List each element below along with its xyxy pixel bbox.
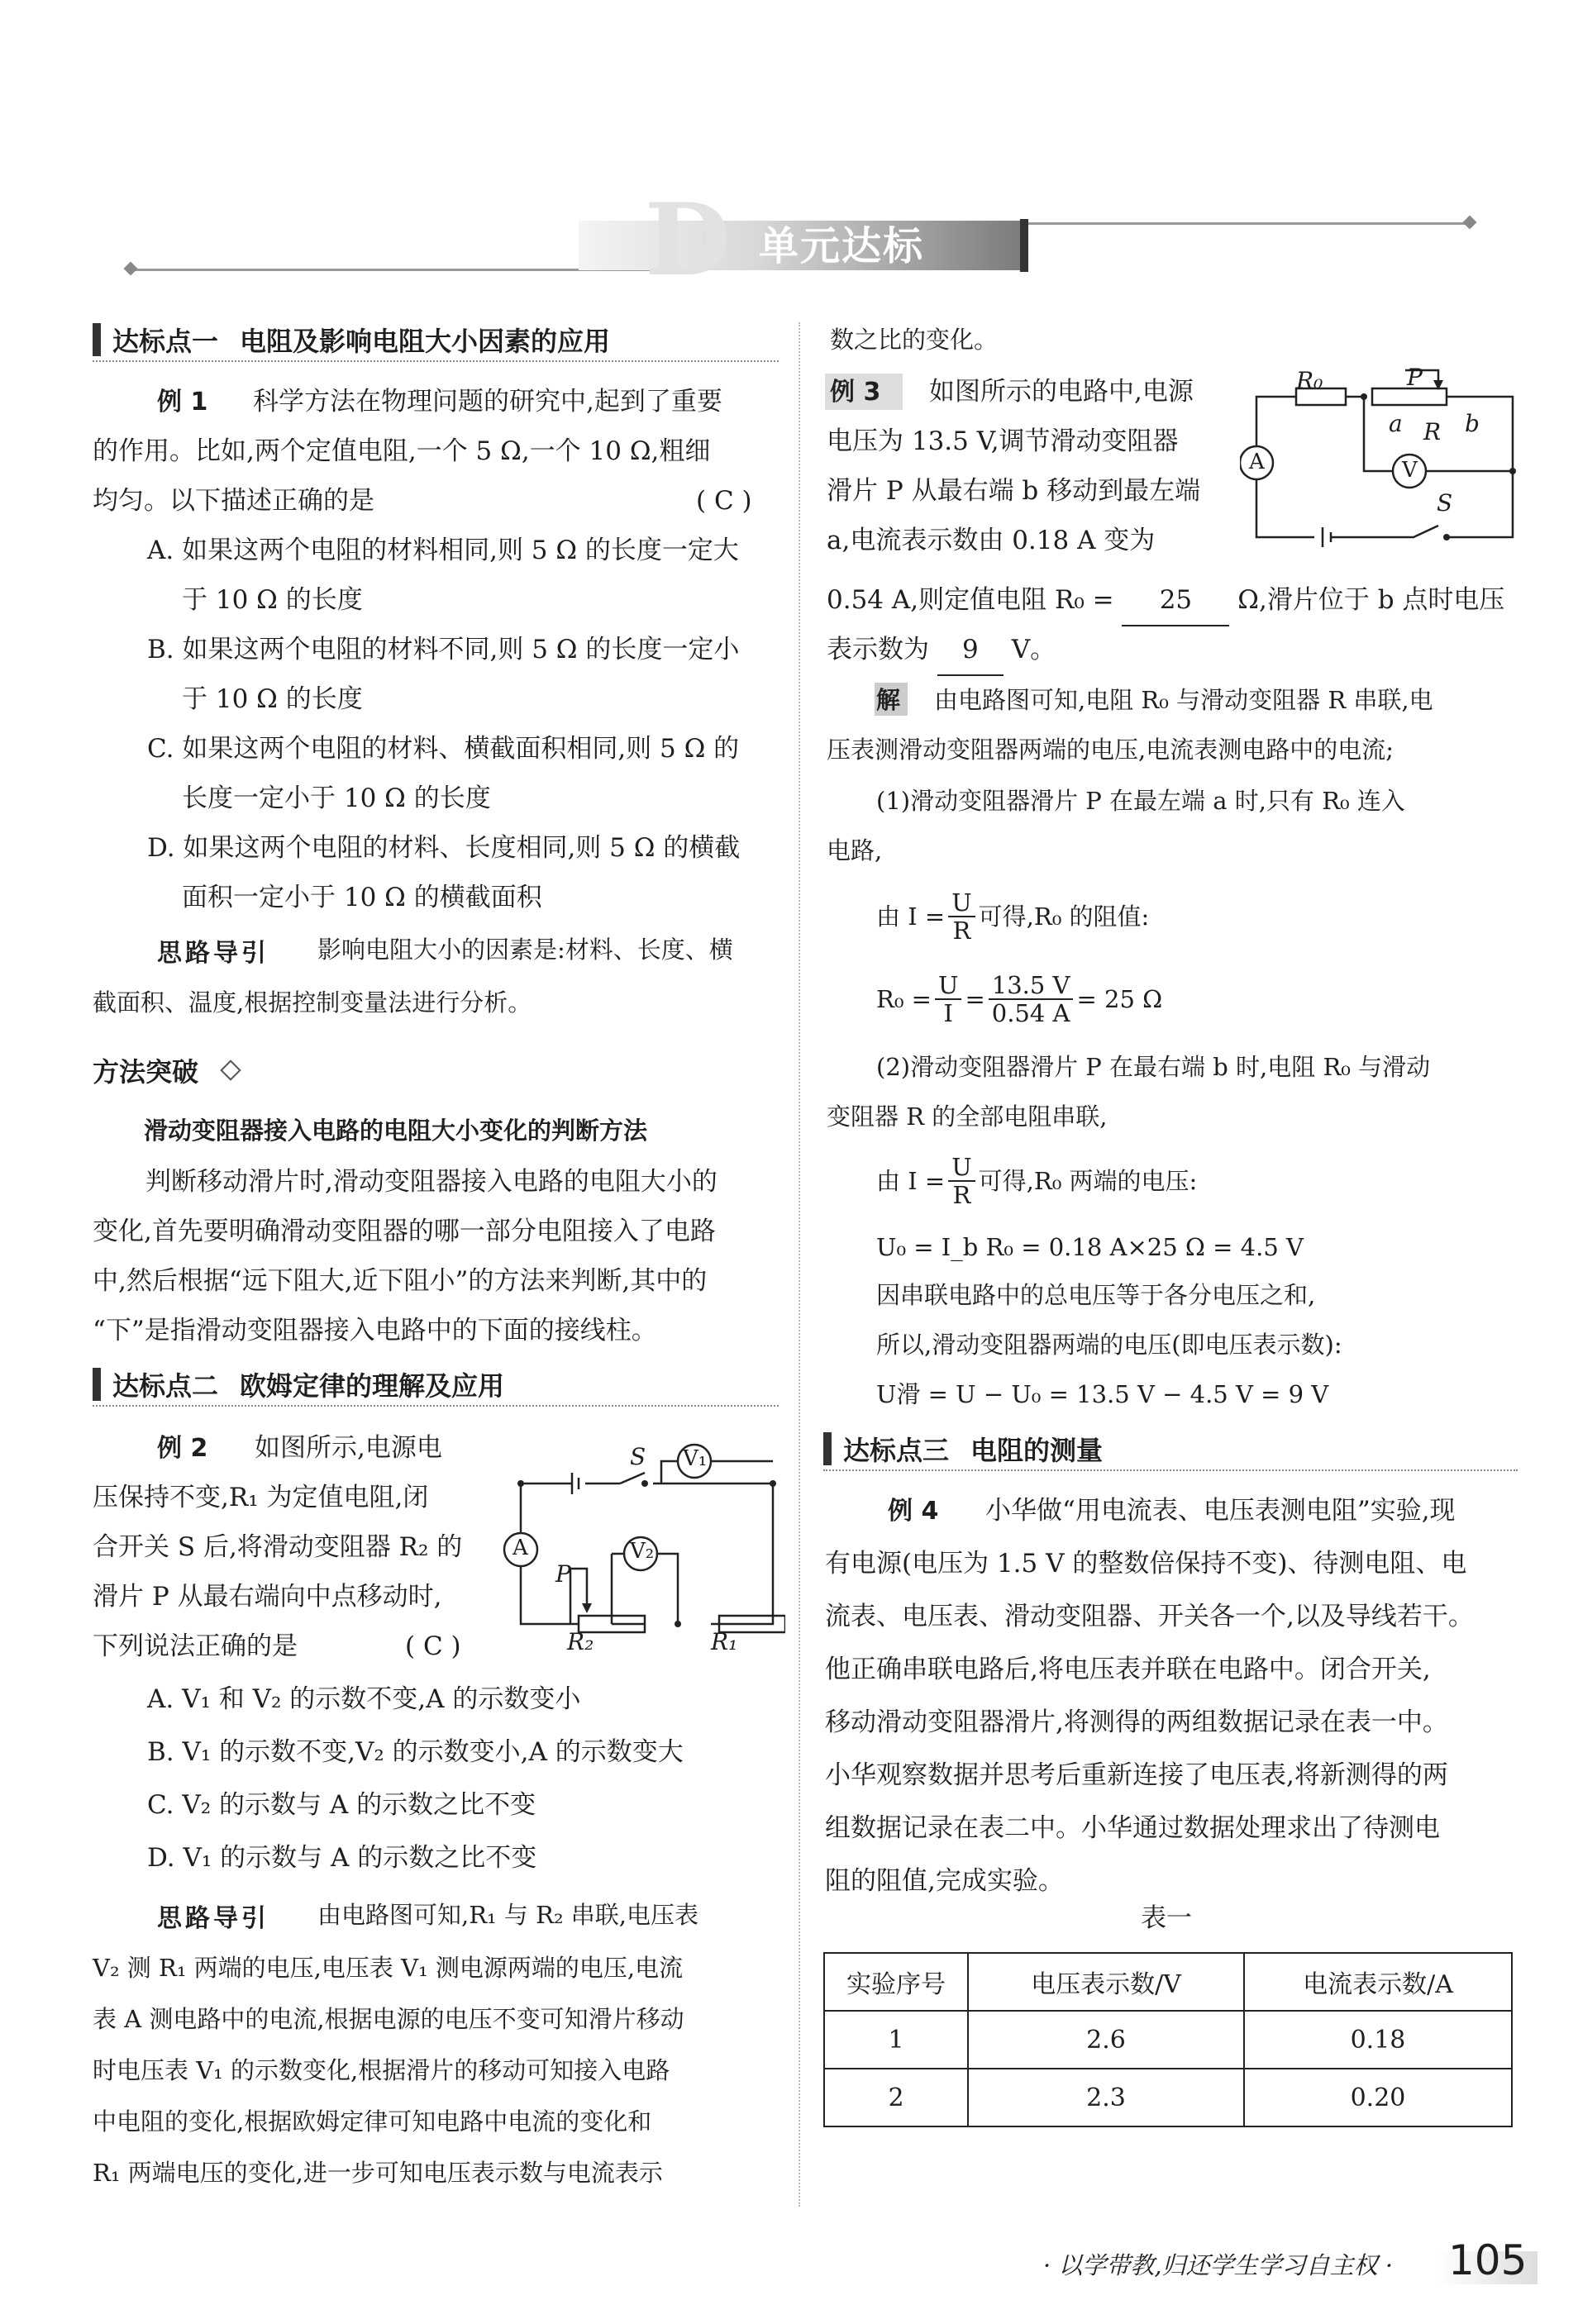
- ex2-stem: 压保持不变,R₁ 为定值电阻,闭: [93, 1483, 429, 1512]
- table-header: 电压表示数/V: [968, 1953, 1244, 2011]
- section-heading-3: [823, 1428, 1518, 1471]
- ex1-stem: 均匀。以下描述正确的是: [93, 486, 374, 516]
- header-letter: D: [645, 182, 732, 298]
- section-tag: 达标点三: [843, 1435, 950, 1466]
- table-row: [824, 2069, 1512, 2126]
- ex2-stem: 下列说法正确的是: [93, 1631, 298, 1661]
- header-title: 单元达标: [759, 223, 925, 269]
- table-cell: 1: [824, 2011, 968, 2069]
- guide-text: V₂ 测 R₁ 两端的电压,电压表 V₁ 测电源两端的电压,电流: [93, 1954, 684, 1982]
- option-b: 于 10 Ω 的长度: [182, 684, 363, 714]
- option-b: B. V₁ 的示数不变,V₂ 的示数变小,A 的示数变大: [147, 1737, 684, 1767]
- option-a: A. 如果这两个电阻的材料相同,则 5 Ω 的长度一定大: [147, 536, 739, 565]
- label-p: P: [555, 1560, 571, 1588]
- solution-text: 变阻器 R 的全部电阻串联,: [827, 1102, 1108, 1131]
- label-b-end: b: [1465, 410, 1480, 437]
- method-text: 中,然后根据“远下阻大,近下阻小”的方法来判断,其中的: [93, 1266, 708, 1296]
- ex3-stem: 电压为 13.5 V,调节滑动变阻器: [827, 426, 1179, 456]
- ex4-stem: 阻的阻值,完成实验。: [825, 1866, 1064, 1896]
- option-d: D. 如果这两个电阻的材料、长度相同,则 5 Ω 的横截: [147, 833, 741, 863]
- ex4-stem: 有电源(电压为 1.5 V 的整数倍保持不变)、待测电阻、电: [825, 1549, 1467, 1579]
- page-number: 105: [1448, 2236, 1528, 2284]
- table-title: 表一: [1141, 1903, 1192, 1933]
- label-r1: R₁: [711, 1628, 738, 1655]
- answer: ( C ): [696, 486, 752, 516]
- guide-label: 思路导引: [157, 1904, 269, 1933]
- method-title: 滑动变阻器接入电路的电阻大小变化的判断方法: [144, 1117, 648, 1145]
- guide-text: 截面积、温度,根据控制变量法进行分析。: [93, 988, 532, 1017]
- label-s: S: [630, 1443, 646, 1470]
- section-title: 电阻的测量: [970, 1435, 1104, 1466]
- diamond-icon: [1463, 216, 1477, 230]
- formula-ohm: 由 I = $\frac{U}{R}$ 可得,R₀ 两端的电压:: [876, 1153, 1198, 1209]
- ex3-stem: 如图所示的电路中,电源: [929, 377, 1194, 407]
- option-a: A. V₁ 和 V₂ 的示数不变,A 的示数变小: [147, 1684, 581, 1714]
- circuit-diagram-3: [1240, 364, 1521, 554]
- table-cell: 2: [824, 2069, 968, 2126]
- table-cell: 0.20: [1244, 2069, 1512, 2126]
- label-voltmeter: V: [1402, 458, 1418, 483]
- ex3-stem: 表示数为 9 V。: [827, 625, 1056, 676]
- ex3-stem: 滑片 P 从最右端 b 移动到最左端: [827, 476, 1201, 506]
- section-bar: [823, 1432, 832, 1465]
- diamond-icon: [220, 1060, 241, 1080]
- section-bar: [93, 1368, 101, 1401]
- label-v2: V₂: [630, 1539, 655, 1564]
- table-header: 电流表示数/A: [1244, 1953, 1512, 2011]
- header-rule-right: [1025, 222, 1471, 225]
- continuation-text: 数之比的变化。: [830, 326, 999, 354]
- solution-text: 所以,滑动变阻器两端的电压(即电压表示数):: [876, 1331, 1342, 1359]
- option-b: B. 如果这两个电阻的材料不同,则 5 Ω 的长度一定小: [147, 635, 740, 664]
- method-text: 变化,首先要明确滑动变阻器的哪一部分电阻接入了电路: [93, 1217, 716, 1246]
- option-a: 于 10 Ω 的长度: [182, 585, 363, 615]
- ex1-stem: 科学方法在物理问题的研究中,起到了重要: [253, 387, 722, 417]
- solution-text: 电路,: [827, 836, 883, 864]
- fraction: $\frac{U}{R}$: [948, 889, 975, 944]
- label-ammeter: A: [1249, 450, 1265, 474]
- method-label: 方法突破: [93, 1056, 199, 1088]
- guide-text: 由电路图可知,R₁ 与 R₂ 串联,电压表: [317, 1901, 699, 1929]
- method-text: 判断移动滑片时,滑动变阻器接入电路的电阻大小的: [145, 1167, 717, 1197]
- table-cell: 2.6: [968, 2011, 1244, 2069]
- table-header: 实验序号: [824, 1953, 968, 2011]
- formula-r0: R₀ = $\frac{U}{I}$ = $\frac{13.5 V}{0.54 A}$ = 25 Ω: [876, 971, 1163, 1027]
- footer-slogan: · 以学带教,归还学生学习自主权 ·: [1043, 2251, 1394, 2279]
- option-d: D. V₁ 的示数与 A 的示数之比不变: [147, 1843, 537, 1873]
- table-cell: 0.18: [1244, 2011, 1512, 2069]
- label-r0: R₀: [1296, 367, 1323, 394]
- example-label: 例 4: [888, 1497, 939, 1526]
- solution-text: (2)滑动变阻器滑片 P 在最右端 b 时,电阻 R₀ 与滑动: [876, 1053, 1431, 1081]
- column-divider: [799, 322, 800, 2207]
- option-d: 面积一定小于 10 Ω 的横截面积: [182, 883, 542, 912]
- section-tag: 达标点一: [112, 326, 219, 357]
- ex1-stem: 的作用。比如,两个定值电阻,一个 5 Ω,一个 10 Ω,粗细: [93, 436, 711, 466]
- label-r: R: [1423, 418, 1442, 445]
- ex3-stem: 0.54 A,则定值电阻 R₀ = 25 Ω,滑片位于 b 点时电压: [827, 575, 1504, 626]
- table-header-row: [824, 1953, 1512, 2011]
- solution-text: (1)滑动变阻器滑片 P 在最左端 a 时,只有 R₀ 连入: [876, 787, 1405, 815]
- data-table-1: [823, 1952, 1513, 2127]
- solution-text: 因串联电路中的总电压等于各分电压之和,: [876, 1281, 1316, 1309]
- guide-text: 时电压表 V₁ 的示数变化,根据滑片的移动可知接入电路: [93, 2056, 670, 2084]
- ex2-stem: 合开关 S 后,将滑动变阻器 R₂ 的: [93, 1532, 463, 1562]
- table-row: [824, 2011, 1512, 2069]
- ex4-stem: 移动滑动变阻器滑片,将测得的两组数据记录在表一中。: [825, 1707, 1448, 1737]
- guide-text: 表 A 测电路中的电流,根据电源的电压不变可知滑片移动: [93, 2005, 684, 2033]
- option-c: 长度一定小于 10 Ω 的长度: [182, 783, 491, 813]
- option-c: C. V₂ 的示数与 A 的示数之比不变: [147, 1790, 536, 1820]
- label-a-end: a: [1389, 410, 1403, 437]
- diamond-icon: [124, 262, 138, 276]
- fraction: $\frac{U}{I}$: [935, 972, 961, 1026]
- example-label: 例 2: [157, 1434, 208, 1463]
- answer: ( C ): [405, 1631, 461, 1661]
- guide-text: 中电阻的变化,根据欧姆定律可知电路中电流的变化和: [93, 2107, 652, 2136]
- answer-blank-2: 9: [937, 625, 1004, 676]
- formula-ohm: 由 I = $\frac{U}{R}$ 可得,R₀ 的阻值:: [876, 888, 1150, 945]
- unit-header: [132, 182, 1471, 298]
- ex4-stem: 流表、电压表、滑动变阻器、开关各一个,以及导线若干。: [825, 1602, 1474, 1631]
- solution-text: U₀ = I_b R₀ = 0.18 A×25 Ω = 4.5 V: [876, 1233, 1304, 1261]
- answer-blank-1: 25: [1122, 575, 1229, 626]
- label-p: P: [1407, 364, 1423, 391]
- ex4-stem: 小华观察数据并思考后重新连接了电压表,将新测得的两: [825, 1760, 1448, 1790]
- table-cell: 2.3: [968, 2069, 1244, 2126]
- method-text: “下”是指滑动变阻器接入电路中的下面的接线柱。: [93, 1316, 657, 1345]
- section-title: 电阻及影响电阻大小因素的应用: [240, 326, 611, 357]
- option-c: C. 如果这两个电阻的材料、横截面积相同,则 5 Ω 的: [147, 734, 740, 764]
- header-end-bar: [1020, 219, 1028, 272]
- section-bar: [93, 323, 101, 356]
- label-v1: V₁: [683, 1446, 708, 1471]
- solution-text: 压表测滑动变阻器两端的电压,电流表测电路中的电流;: [827, 736, 1394, 764]
- label-switch: S: [1437, 489, 1453, 517]
- ex2-stem: 如图所示,电源电: [255, 1433, 442, 1463]
- section-title: 欧姆定律的理解及应用: [240, 1370, 505, 1402]
- solution-text: 由电路图可知,电阻 R₀ 与滑动变阻器 R 串联,电: [934, 686, 1433, 714]
- ex4-stem: 组数据记录在表二中。小华通过数据处理求出了待测电: [825, 1813, 1440, 1843]
- example-label: 例 1: [157, 388, 208, 417]
- guide-label: 思路导引: [157, 939, 269, 968]
- solution-text: U滑 = U − U₀ = 13.5 V − 4.5 V = 9 V: [876, 1380, 1329, 1408]
- ex4-stem: 小华做“用电流表、电压表测电阻”实验,现: [985, 1496, 1456, 1526]
- fraction: $\frac{13.5 V}{0.54 A}$: [989, 972, 1074, 1026]
- fraction: $\frac{U}{R}$: [948, 1154, 975, 1208]
- ex3-stem: a,电流表示数由 0.18 A 变为: [827, 526, 1156, 555]
- example-label: 例 3: [830, 378, 881, 407]
- label-r2: R₂: [567, 1628, 594, 1655]
- ex2-stem: 滑片 P 从最右端向中点移动时,: [93, 1582, 442, 1612]
- guide-text: 影响电阻大小的因素是:材料、长度、横: [317, 936, 733, 964]
- section-tag: 达标点二: [112, 1370, 219, 1402]
- label-a: A: [512, 1536, 528, 1560]
- ex4-stem: 他正确串联电路后,将电压表并联在电路中。闭合开关,: [825, 1655, 1431, 1684]
- solution-mark-text: 解: [876, 686, 901, 714]
- guide-text: R₁ 两端电压的变化,进一步可知电压表示数与电流表示: [93, 2159, 663, 2187]
- section-heading-2: [93, 1364, 779, 1407]
- section-heading-1: [93, 319, 779, 362]
